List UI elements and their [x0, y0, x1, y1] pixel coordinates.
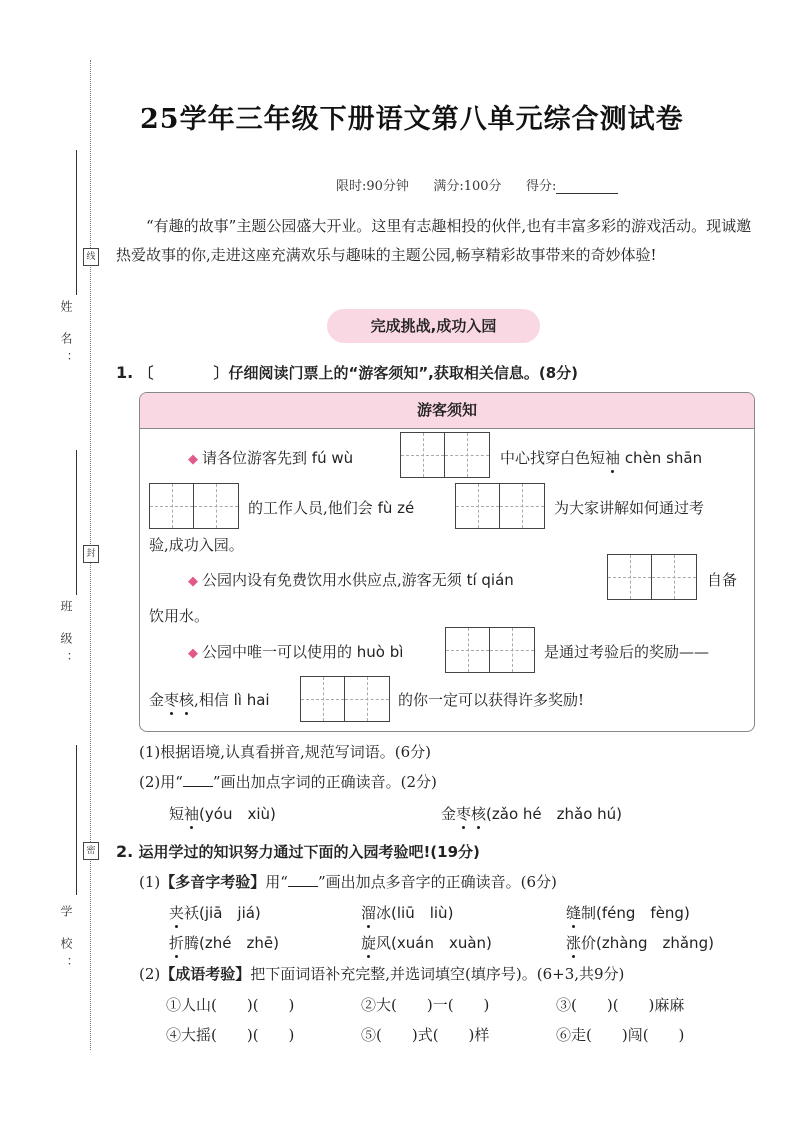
- sub2-text: (2)用“: [139, 773, 183, 791]
- pinyin-fuwu: fú wù: [311, 449, 354, 467]
- q1-sub2: [139, 771, 437, 792]
- notice-line-4b: 自备: [707, 571, 738, 589]
- notice-line-2b: 为大家讲解如何通过考: [554, 499, 705, 517]
- dotted-char: 旋: [361, 934, 377, 952]
- sub2-text: ”画出加点字词的正确读音。(2分): [212, 773, 437, 791]
- notice-text: 的工作人员,他们会: [248, 499, 373, 517]
- sub-text: 用“: [265, 873, 288, 891]
- intro-paragraph: [116, 212, 756, 270]
- seal-mark-line: 线: [83, 248, 99, 266]
- notice-text: 公园内设有免费饮用水供应点,游客无须: [202, 571, 462, 589]
- notice-line-6a: [188, 641, 403, 662]
- pinyin-fuze: fù zé: [377, 499, 415, 517]
- idiom-item[interactable]: ⑤( )式( )样: [361, 1026, 490, 1044]
- polyphone-item[interactable]: [566, 902, 690, 923]
- dotted-char: 溜: [361, 904, 377, 922]
- dotted-char: 涨: [566, 934, 582, 952]
- polyphone-item[interactable]: [169, 932, 279, 953]
- sub-tag: 【成语考验】: [160, 965, 251, 983]
- sub-text: 把下面词语补充完整,并选词填空(填序号)。(6+3,共9分): [250, 965, 625, 983]
- pinyin-huobi: huò bì: [356, 643, 404, 661]
- dotted-char: 缝: [566, 904, 582, 922]
- item-word: 价: [581, 934, 597, 952]
- item-word: 腾: [184, 934, 200, 952]
- idiom-item[interactable]: ④大摇( )( ): [166, 1026, 295, 1044]
- diamond-bullet-icon: ◆: [188, 646, 198, 661]
- write-grid-fuwu[interactable]: [400, 432, 490, 478]
- dotted-char: 核: [471, 805, 487, 823]
- notice-text: ,相信: [194, 691, 229, 709]
- write-grid-lihai[interactable]: [300, 676, 390, 722]
- q1-option-jinzaohe[interactable]: [441, 803, 622, 824]
- notice-line-7b: 的你一定可以获得许多奖励!: [398, 691, 585, 709]
- score-blank[interactable]: [556, 181, 618, 194]
- section-banner: 完成挑战,成功入园: [327, 309, 540, 343]
- diamond-bullet-icon: ◆: [188, 574, 198, 589]
- notice-line-6b: 是通过考验后的奖励——: [544, 643, 710, 661]
- write-grid-huobi[interactable]: [445, 627, 535, 673]
- score-label: 得分:: [525, 179, 557, 194]
- question-2-text: 运用学过的知识努力通过下面的入园考验吧!(19分): [138, 843, 480, 861]
- seal-mark-seal: 封: [83, 545, 99, 563]
- pinyin-chenshan: chèn shān: [624, 449, 703, 467]
- item-pinyin: (liū liù): [391, 904, 454, 922]
- notice-line-3: 验,成功入园。: [149, 536, 244, 554]
- seal-mark-secret: 密: [83, 842, 99, 860]
- question-1-heading: [116, 362, 578, 383]
- pinyin-tiqian: tí qián: [466, 571, 514, 589]
- name-write-line: [76, 150, 77, 295]
- dotted-char: 袖: [605, 449, 621, 467]
- intro-text: “有趣的故事”主题公园盛大开业。这里有志趣相投的伙伴,也有丰富多彩的游戏活动。现诚邀热爱故事的你,走进这座充满欢乐与趣味的主题公园,畅享精彩故事带来的奇妙体验!: [116, 217, 752, 264]
- item-word: 制: [581, 904, 597, 922]
- underline-sample: [183, 774, 213, 787]
- visitor-notice-box: [139, 392, 755, 732]
- notice-text: 请各位游客先到: [202, 449, 308, 467]
- item-word: 冰: [376, 904, 392, 922]
- item-word: 袄: [184, 904, 200, 922]
- write-grid-chenshan[interactable]: [149, 483, 239, 529]
- write-grid-fuze[interactable]: [455, 483, 545, 529]
- question-2-heading: [116, 841, 480, 862]
- notice-text: 中心找穿白色短: [500, 449, 606, 467]
- sub-text: (1): [139, 873, 161, 891]
- write-grid-tiqian[interactable]: [607, 554, 697, 600]
- option-pinyin: (zǎo hé zhǎo hú): [486, 805, 623, 823]
- school-label: 学 校：: [59, 905, 73, 977]
- question-2-number: 2.: [116, 842, 134, 861]
- notice-line-4a: [188, 569, 514, 590]
- question-1-number: 1.: [116, 363, 134, 382]
- dotted-char: 枣: [456, 805, 472, 823]
- idiom-item[interactable]: ③( )( )麻麻: [556, 996, 685, 1014]
- option-pinyin: (yóu xiù): [199, 805, 276, 823]
- diamond-bullet-icon: ◆: [188, 452, 198, 467]
- notice-text: 公园中唯一可以使用的: [202, 643, 353, 661]
- polyphone-item[interactable]: [361, 932, 492, 953]
- polyphone-item[interactable]: [566, 932, 714, 953]
- option-word: 短: [169, 805, 185, 823]
- idiom-item[interactable]: ①人山( )( ): [166, 996, 295, 1014]
- notice-line-7a: [149, 689, 270, 710]
- notice-text: 金: [149, 691, 165, 709]
- dotted-char: 袖: [184, 805, 200, 823]
- polyphone-item[interactable]: [361, 902, 453, 923]
- sub-text: ”画出加点多音字的正确读音。(6分): [317, 873, 557, 891]
- notice-line-1a: [188, 447, 353, 468]
- notice-title: 游客须知: [140, 393, 754, 429]
- school-write-line: [76, 745, 77, 895]
- question-1-bracket[interactable]: 〔 〕: [138, 364, 229, 382]
- question-1-text: 仔细阅读门票上的“游客须知”,获取相关信息。(8分): [228, 364, 579, 382]
- polyphone-item[interactable]: [169, 902, 261, 923]
- notice-line-1b: [500, 447, 702, 468]
- item-pinyin: (zhàng zhǎng): [596, 934, 714, 952]
- item-pinyin: (jiā jiá): [199, 904, 261, 922]
- full-score: 满分:100分: [433, 179, 502, 194]
- exam-title: 25学年三年级下册语文第八单元综合测试卷: [140, 104, 684, 135]
- item-pinyin: (xuán xuàn): [391, 934, 492, 952]
- class-label: 班 级：: [59, 600, 73, 672]
- idiom-item[interactable]: ⑥走( )闯( ): [556, 1026, 685, 1044]
- dotted-char: 夹: [169, 904, 185, 922]
- item-pinyin: (zhé zhē): [199, 934, 279, 952]
- time-limit: 限时:90分钟: [336, 179, 409, 194]
- dotted-char: 折: [169, 934, 185, 952]
- sub-tag: 【多音字考验】: [160, 873, 266, 891]
- item-word: 风: [376, 934, 392, 952]
- q2-sub2: [139, 963, 624, 984]
- name-label: 姓 名：: [59, 300, 73, 372]
- notice-line-5: 饮用水。: [149, 607, 210, 625]
- underline-sample: [288, 874, 318, 887]
- notice-line-2a: [248, 497, 414, 518]
- item-pinyin: (féng fèng): [596, 904, 690, 922]
- q1-sub1: (1)根据语境,认真看拼音,规范写词语。(6分): [139, 743, 432, 761]
- q1-option-duanxiu[interactable]: [169, 803, 276, 824]
- pinyin-lihai: lì hai: [233, 691, 270, 709]
- sub-text: (2): [139, 965, 161, 983]
- class-write-line: [76, 450, 77, 595]
- dotted-char: 枣: [164, 691, 180, 709]
- dotted-char: 核: [179, 691, 195, 709]
- q2-sub1: [139, 871, 557, 892]
- idiom-item[interactable]: ②大( )一( ): [361, 996, 490, 1014]
- exam-meta: [336, 175, 618, 194]
- option-word: 金: [441, 805, 457, 823]
